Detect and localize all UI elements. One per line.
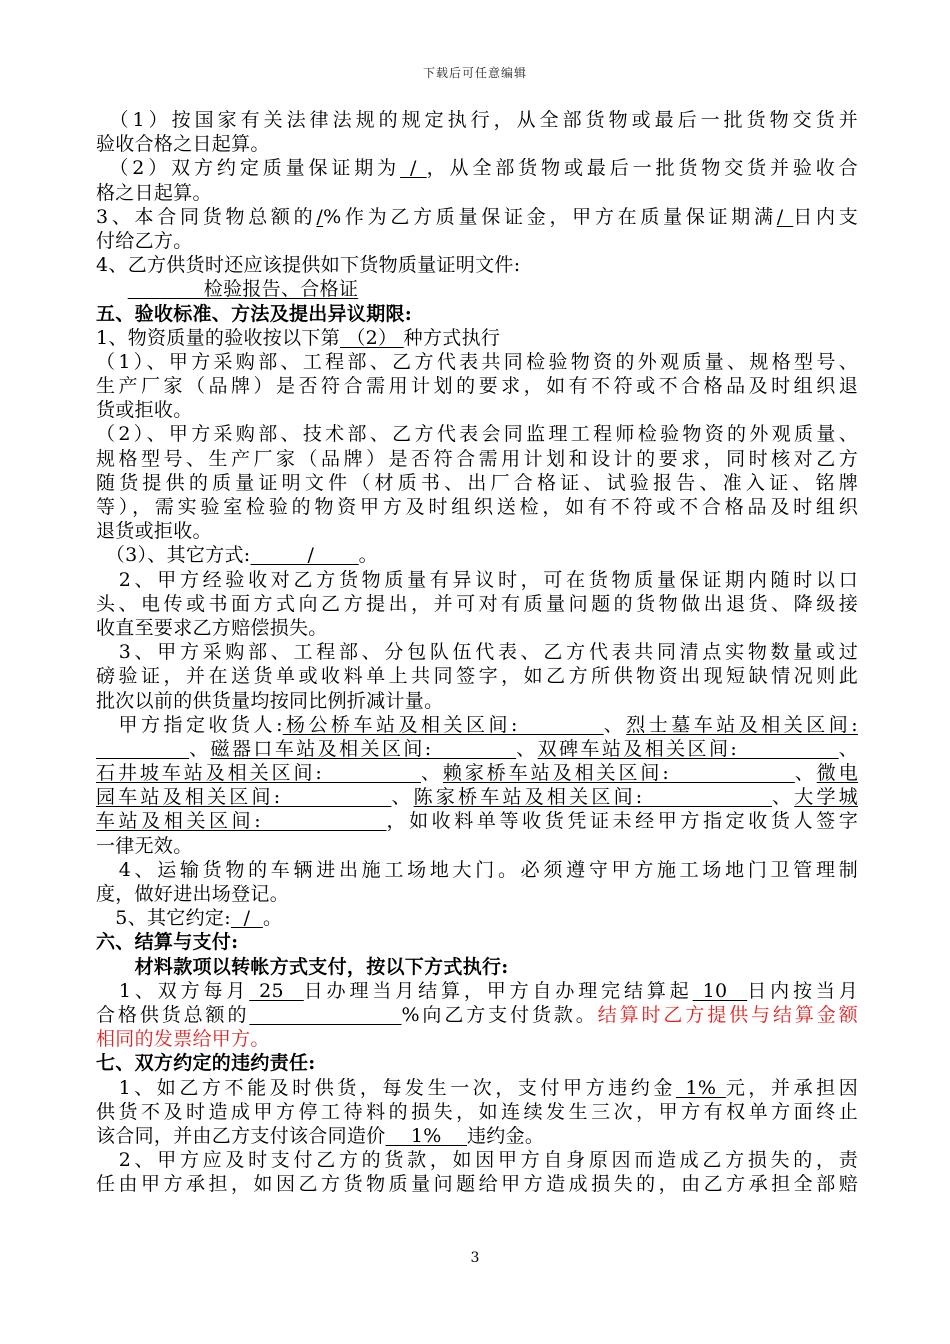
text-line: [96, 809, 858, 833]
filled-blank: 大学城: [794, 786, 858, 809]
text-line: [96, 1051, 858, 1075]
text-segment: （1）按国家有关法律法规的规定执行，从全部货物或最后一批货物交货并: [96, 109, 858, 131]
text-segment: 4、乙方供货时还应该提供如下货物质量证明文件:: [96, 254, 521, 277]
text-segment: 2、甲方应及时支付乙方的货款，如因甲方自身原因而造成乙方损失的，责: [96, 1149, 858, 1172]
highlighted-text: 结算时乙方提供与结算金额: [597, 1003, 858, 1026]
text-segment: 1、物资质量的验收按以下第: [96, 326, 340, 349]
text-segment: 规格型号、生产厂家（品牌）是否符合需用计划和设计的要求，同时核对乙方: [96, 447, 858, 470]
highlighted-text: 相同的发票给甲方。: [96, 1028, 270, 1051]
filled-blank: 赖家桥车站及相关区间:: [442, 762, 795, 785]
text-segment: 1、双方每月: [96, 979, 250, 1002]
text-line: [96, 374, 858, 398]
text-segment: 、: [391, 786, 414, 809]
text-segment: 4、运输货物的车辆进出施工场地大门。必须遵守甲方施工场地门卫管理制: [96, 858, 858, 881]
text-line: [96, 398, 858, 422]
text-segment: 1、如乙方不能及时供货，每发生一次，支付甲方违约金: [96, 1076, 676, 1099]
filled-blank: 检验报告、合格证: [127, 278, 359, 301]
filled-blank: 陈家桥车站及相关区间:: [413, 786, 773, 809]
text-segment: 、: [516, 737, 538, 760]
text-line: [96, 543, 858, 567]
text-segment: 、: [189, 737, 211, 760]
text-segment: 3、甲方采购部、工程部、分包队伍代表、乙方代表共同清点实物数量或过: [96, 641, 858, 664]
filled-blank: 1%: [675, 1076, 726, 1099]
text-line: [96, 979, 858, 1003]
text-segment: 、: [794, 762, 817, 785]
section-heading: 六、结算与支付:: [96, 931, 239, 954]
text-line: [96, 858, 858, 882]
text-line: [96, 689, 858, 713]
text-segment: 任由甲方承担，如因乙方货物质量问题给甲方造成损失的，由乙方承担全部赔: [96, 1173, 858, 1196]
text-line: [96, 1003, 858, 1027]
text-line: [96, 156, 858, 180]
text-segment: ，如收料单等收货凭证未经甲方指定收货人签字: [386, 810, 858, 833]
text-segment: 日内支: [793, 205, 858, 228]
text-line: [96, 422, 858, 446]
section-heading: 七、双方约定的违约责任:: [96, 1052, 316, 1075]
filled-blank: /: [230, 907, 263, 930]
text-segment: %作为乙方质量保证金，甲方在质量保证期满: [323, 205, 777, 228]
text-segment: 、: [838, 737, 858, 760]
section-heading: 五、验收标准、方法及提出异议期限:: [96, 302, 413, 325]
text-segment: 日办理当月结算，甲方自办理完结算起: [303, 979, 693, 1002]
text-segment: 。: [358, 544, 378, 567]
text-segment: 3、本合同货物总额的: [96, 205, 317, 228]
text-segment: ，从全部货物或最后一批货物交货并验收合: [426, 157, 859, 180]
text-segment: 该合同，并由乙方支付该合同造价: [96, 1124, 386, 1147]
text-segment: %向乙方支付货款。: [401, 1003, 598, 1026]
text-segment: （2）双方约定质量保证期为: [96, 157, 401, 180]
filled-blank: 车站及相关区间:: [96, 810, 387, 833]
text-line: [96, 737, 858, 761]
filled-blank: /: [400, 157, 427, 180]
filled-blank: 10: [692, 979, 748, 1002]
text-segment: 退货或拒收。: [96, 520, 212, 543]
text-line: [96, 1027, 858, 1051]
text-line: [96, 761, 858, 785]
text-line: [96, 132, 858, 156]
text-segment: 、: [603, 713, 627, 736]
text-segment: 等），需实验室检验的物资甲方及时组织送检，如有不符或不合格品及时组织: [96, 496, 858, 518]
text-line: [96, 1100, 858, 1124]
text-line: [96, 1148, 858, 1172]
text-segment: 收直至要求乙方赔偿损失。: [96, 616, 328, 639]
text-line: [96, 326, 858, 350]
text-line: [96, 906, 858, 930]
section-heading: 材料款项以转帐方式支付，按以下方式执行:: [96, 955, 509, 978]
text-segment: 货或拒收。: [96, 399, 193, 422]
text-segment: [96, 278, 128, 300]
filled-blank: 1%: [385, 1124, 467, 1147]
filled-blank: 25: [249, 979, 304, 1002]
text-line: [96, 205, 858, 229]
filled-blank: （2）: [340, 326, 404, 349]
text-segment: 甲方指定收货人:: [96, 713, 283, 736]
text-line: [96, 1076, 858, 1100]
text-segment: 度，做好进出场登记。: [96, 883, 290, 905]
page-number: 3: [470, 1250, 480, 1266]
text-segment: 、: [772, 786, 795, 809]
text-segment: 元，并承担因: [725, 1076, 859, 1099]
text-line: [96, 568, 858, 592]
text-line: [96, 713, 858, 737]
text-segment: 日内按当月: [747, 979, 858, 1002]
text-segment: 验收合格之日起算。: [96, 133, 270, 156]
filled-blank: /: [250, 544, 359, 567]
text-line: [96, 592, 858, 616]
text-line: [96, 785, 858, 809]
filled-blank: 烈士墓车站及相关区间:: [626, 713, 858, 736]
filled-blank: 园车站及相关区间:: [96, 786, 392, 809]
text-line: [96, 495, 858, 519]
text-line: [96, 302, 858, 326]
text-line: [96, 350, 858, 374]
filled-blank: /: [776, 205, 794, 228]
filled-blank: 杨公桥车站及相关区间:: [282, 713, 604, 736]
text-line: [96, 181, 858, 205]
text-line: [96, 253, 858, 277]
text-segment: 随货提供的质量证明文件（材质书、出厂合格证、试验报告、准入证、铭牌: [96, 471, 858, 494]
text-line: [96, 471, 858, 495]
text-line: [96, 1124, 858, 1148]
text-segment: 2、甲方经验收对乙方货物质量有异议时，可在货物质量保证期内随时以口: [96, 568, 858, 591]
filled-blank: 微电: [816, 762, 858, 785]
text-line: [96, 1172, 858, 1196]
text-segment: 供货不及时造成甲方停工待料的损失，如连续发生三次，甲方有权单方面终止: [96, 1100, 858, 1123]
text-line: [96, 882, 858, 906]
text-segment: 一律无效。: [96, 834, 193, 857]
text-segment: 批次以前的供货量均按同比例折减计量。: [96, 689, 444, 712]
text-segment: （2）、甲方采购部、技术部、乙方代表会同监理工程师检验物资的外观质量、: [96, 423, 858, 446]
text-segment: 付给乙方。: [96, 229, 193, 252]
filled-blank: 石井坡车站及相关区间:: [96, 762, 421, 785]
text-line: [96, 519, 858, 543]
document-body: [96, 108, 858, 1196]
text-segment: 合格供货总额的: [96, 1003, 250, 1026]
text-line: [96, 108, 858, 132]
text-segment: 违约金。: [466, 1124, 545, 1147]
text-segment: 生产厂家（品牌）是否符合需用计划的要求，如有不符或不合格品及时组织退: [96, 375, 858, 398]
text-segment: （3）、其它方式:: [96, 544, 251, 567]
text-segment: 5、其它约定:: [96, 907, 231, 930]
text-line: [96, 229, 858, 253]
text-segment: 磅验证，并在送货单或收料单上共同签字，如乙方所供物资出现短缺情况则此: [96, 665, 858, 688]
text-segment: 头、电传或书面方式向乙方提出，并可对有质量问题的货物做出退货、降级接: [96, 592, 858, 615]
text-line: [96, 930, 858, 954]
text-segment: （1）、甲方采购部、工程部、乙方代表共同检验物资的外观质量、规格型号、: [96, 350, 858, 373]
page-header: 下载后可任意编辑: [422, 66, 527, 80]
text-segment: 格之日起算。: [96, 181, 212, 204]
filled-blank: 双碑车站及相关区间:: [537, 737, 839, 760]
text-line: [96, 447, 858, 471]
text-line: [96, 616, 858, 640]
text-line: [96, 955, 858, 979]
filled-blank: /: [316, 205, 324, 228]
text-segment: 种方式执行: [403, 326, 501, 349]
text-line: [96, 277, 858, 301]
filled-blank: [96, 738, 189, 760]
text-line: [96, 834, 858, 858]
filled-blank: 磁器口车站及相关区间:: [210, 737, 517, 760]
text-line: [96, 664, 858, 688]
filled-blank: [249, 1004, 401, 1026]
text-line: [96, 640, 858, 664]
text-segment: 。: [262, 907, 283, 930]
text-segment: 、: [420, 762, 443, 785]
